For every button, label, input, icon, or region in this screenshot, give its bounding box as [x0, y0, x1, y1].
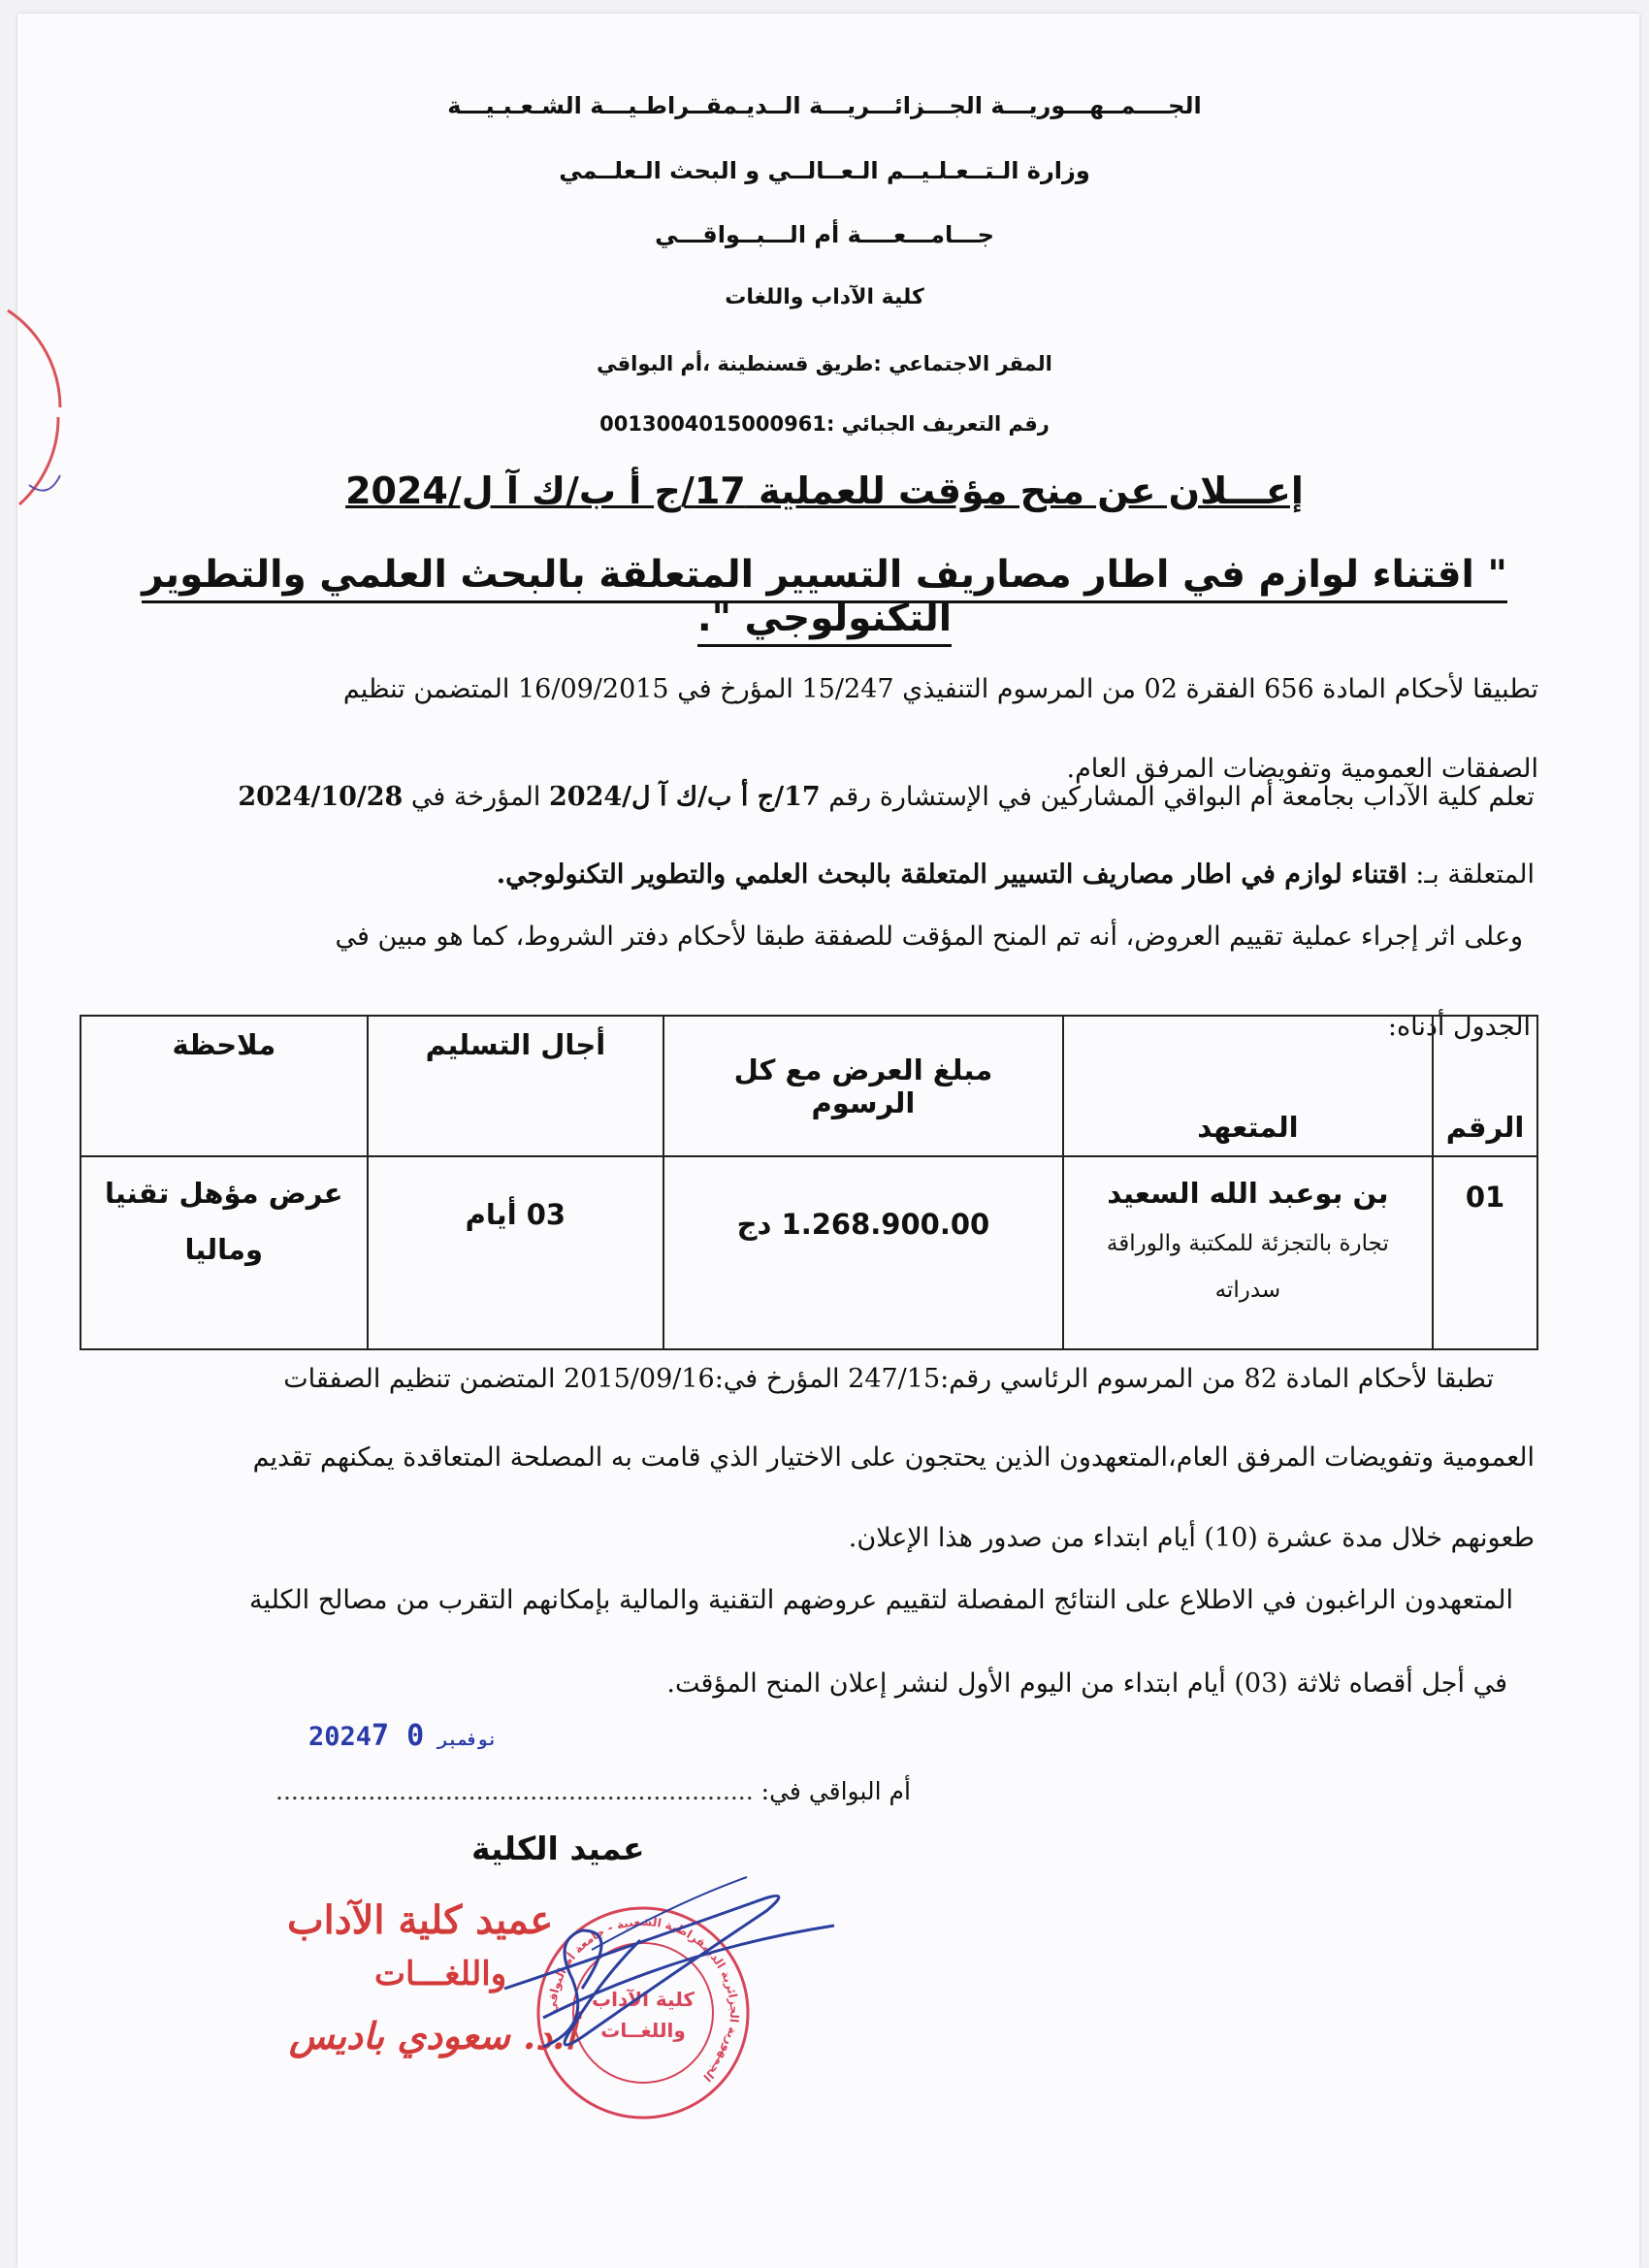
- paragraph-4-line-1: تطبقا لأحكام المادة 82 من المرسوم الرئاسي رقم:247/15 المؤرخ في:2015/09/16 المتضمن تنظيم الصفقات: [283, 1364, 1494, 1394]
- stamp-dean-name: أ.د. سعودي باديس: [289, 2014, 575, 2057]
- header-amount: مبلغ العرض مع كل الرسوم: [663, 1016, 1063, 1156]
- place-date-line: أم البواقي في: ..............................................................: [275, 1777, 911, 1805]
- header-delivery: أجال التسليم: [368, 1016, 664, 1156]
- stamp-faculty: واللغـــات: [374, 1955, 507, 1993]
- award-table: [80, 1015, 1538, 1350]
- paragraph-2-line-2: المتعلقة بـ: اقتناء لوازم في اطار مصاريف التسيير المتعلقة بالبحث العلمي والتطوير التكنولوجي.: [496, 859, 1535, 890]
- cell-bidder: [1063, 1156, 1433, 1349]
- date-stamp: 2024 نوفمبر0 7: [308, 1719, 498, 1753]
- bidder-name: بن بوعبد الله السعيد: [1107, 1177, 1389, 1210]
- bidder-activity: تجارة بالتجزئة للمكتبة والوراقة: [1106, 1231, 1389, 1256]
- bidder-location: سدراته: [1214, 1278, 1281, 1303]
- paragraph-5-line-2: في أجل أقصاه ثلاثة (03) أيام ابتداء من اليوم الأول لنشر إعلان المنح المؤقت.: [666, 1669, 1507, 1699]
- header-ministry: وزارة الـتــعـلـيــم الـعــالــي و البحث الـعلــمي: [559, 157, 1090, 184]
- header-republic: الجــــمــهـــوريـــة الجـــزائـــريـــة الــديـمقــراطـيـــة الشـعـبـيـــة: [447, 92, 1202, 119]
- paragraph-3-line-2: الجدول أدناه:: [1387, 1012, 1531, 1042]
- header-university: جـــامـــعــــة أم الـــبــواقـــي: [655, 221, 994, 248]
- paragraph-2-line-1: تعلم كلية الآداب بجامعة أم البواقي المشاركين في الإستشارة رقم 17/ج أ ب/ك آ ل/2024 المؤرخة في 2024/10/28: [238, 782, 1535, 812]
- table-row: [81, 1156, 1537, 1349]
- header-address: المقر الاجتماعي :طريق قسنطينة ،أم البواقي: [597, 352, 1052, 375]
- paragraph-1-line-2: الصفقات العمومية وتفويضات المرفق العام.: [1066, 754, 1538, 784]
- svg-text:كلية الآداب: كلية الآداب: [591, 1988, 695, 2011]
- cell-delivery: 03 أيام: [368, 1156, 664, 1349]
- header-tax-id: رقم التعريف الجبائي :0013004015000961: [599, 412, 1050, 436]
- header-number: الرقم: [1433, 1016, 1537, 1156]
- paragraph-5-line-1: المتعهدون الراغبون في الاطلاع على النتائج المفصلة لتقييم عروضهم التقنية والمالية بإمكانهم التقرب من مصالح الكلية: [248, 1585, 1513, 1615]
- paragraph-1-line-1: تطبيقا لأحكام المادة 656 الفقرة 02 من المرسوم التنفيذي 15/247 المؤرخ في 16/09/2015 المتضمن تنظيم: [342, 674, 1538, 704]
- announcement-subject: " اقتناء لوازم في اطار مصاريف التسيير المتعلقة بالبحث العلمي والتطوير التكنولوجي ".: [58, 553, 1591, 640]
- svg-text:الجمهورية الجزائرية الديمقراطي: الجمهورية الجزائرية الديمقراطية الشعبية - جامعة أم البواقي: [544, 1914, 742, 2085]
- table-header-row: [81, 1016, 1537, 1156]
- cell-amount: 1.268.900.00 دج: [663, 1156, 1063, 1349]
- header-note: ملاحظة: [81, 1016, 368, 1156]
- paragraph-3-line-1: وعلى اثر إجراء عملية تقييم العروض، أنه تم المنح المؤقت للصفقة طبقا لأحكام دفتر الشروط، كما هو مبين في: [335, 922, 1523, 952]
- header-faculty: كلية الآداب واللغات: [725, 285, 924, 309]
- cell-note: عرض مؤهل تقنيا وماليا: [81, 1156, 368, 1349]
- svg-text:واللغــات: واللغــات: [600, 2019, 686, 2042]
- cell-number: 01: [1433, 1156, 1537, 1349]
- announcement-title: إعـــلان عن منح مؤقت للعملية 17/ج أ ب/ك آ ل/2024: [345, 470, 1304, 512]
- paragraph-4-line-3: طعونهم خلال مدة عشرة (10) أيام ابتداء من صدور هذا الإعلان.: [848, 1523, 1535, 1553]
- official-round-seal: [532, 1901, 755, 2124]
- paragraph-4-line-2: العمومية وتفويضات المرفق العام،المتعهدون الذين يحتجون على الاختيار الذي قامت به المصلحة المتعاقدة يمكنهم تقديم: [252, 1442, 1535, 1473]
- dean-title: عميد الكلية: [471, 1830, 645, 1867]
- header-bidder: المتعهد: [1063, 1016, 1433, 1156]
- stamp-dean-title: عميد كلية الآداب: [287, 1897, 554, 1943]
